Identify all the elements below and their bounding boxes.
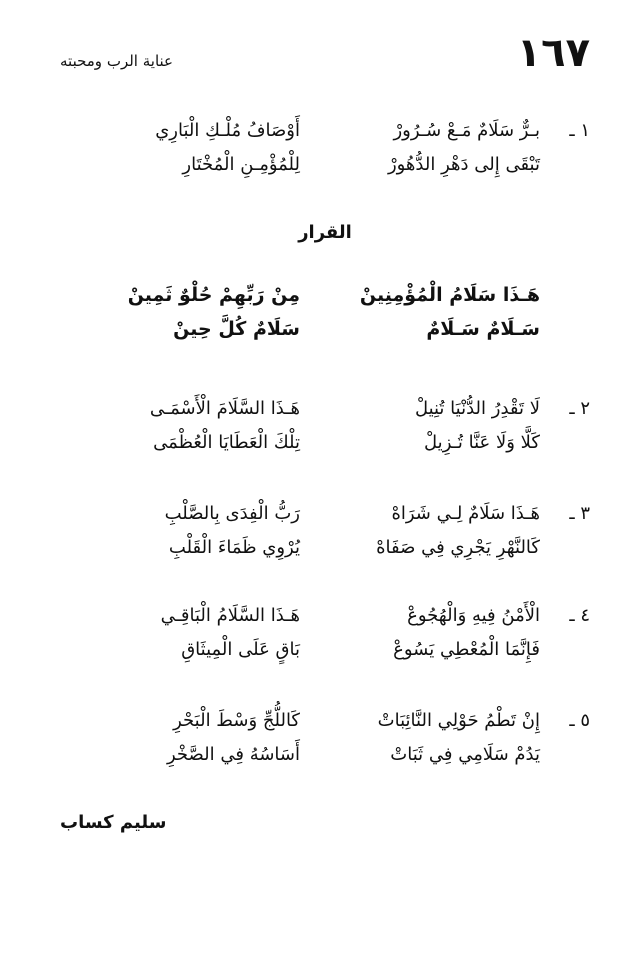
second-hemistich: تِلْكَ الْعَطَايَا الْعُظْمَى: [153, 432, 300, 453]
first-hemistich: كَالنَّهْرِ يَجْرِي فِي صَفَاهْ: [376, 537, 540, 558]
stanza-number: ١ ـ: [569, 120, 590, 141]
refrain-title: القرار: [298, 222, 352, 243]
stanza-line: [60, 605, 590, 639]
stanza-number: ٣ ـ: [569, 503, 590, 524]
stanza-line: [60, 537, 590, 571]
stanza-line: [60, 432, 590, 466]
stanza-line: [60, 120, 590, 154]
author-name: سليم كساب: [60, 812, 167, 833]
first-hemistich: الْأَمْنُ فِيهِ وَالْهُجُوعْ: [407, 605, 540, 626]
first-hemistich: يَدُمْ سَلَامِي فِي ثَبَاتْ: [390, 744, 540, 765]
first-hemistich: هَـذَا سَلَامٌ لِـي شَرَاهْ: [391, 503, 540, 524]
second-hemistich: يُرْوِي ظَمَاءَ الْقَلْبِ: [168, 537, 300, 558]
stanza-number: ٥ ـ: [569, 710, 590, 731]
second-hemistich: أَوْصَافُ مُلْـكِ الْبَارِي: [155, 120, 300, 141]
stanza-line: [60, 503, 590, 537]
refrain-line: [60, 318, 590, 352]
second-hemistich: مِنْ رَبِّهِمْ حُلْوٌ ثَمِينْ: [127, 284, 300, 306]
page-header: [60, 30, 590, 80]
second-hemistich: هَـذَا السَّلَامَ الْأَسْمَـى: [149, 398, 300, 419]
running-title: عناية الرب ومحبته: [60, 52, 173, 70]
stanza-number: ٢ ـ: [569, 398, 590, 419]
stanza-2: [60, 398, 590, 466]
first-hemistich: هَـذَا سَلَامُ الْمُؤْمِنِينْ: [359, 284, 540, 306]
second-hemistich: رَبُّ الْفِدَى بِالصَّلْبِ: [164, 503, 300, 524]
stanza-3: [60, 503, 590, 571]
stanza-number: ٤ ـ: [569, 605, 590, 626]
stanza-line: [60, 154, 590, 188]
stanza-line: [60, 639, 590, 673]
first-hemistich: بـرٌّ سَلَامٌ مَـعْ سُـرُورْ: [393, 120, 540, 141]
first-hemistich: إِنْ تَطْمُ حَوْلِي النَّائِبَاتْ: [377, 710, 540, 731]
first-hemistich: تَبْقَى إِلى دَهْرِ الدُّهُورْ: [387, 154, 540, 175]
page-number: ١٦٧: [516, 30, 590, 76]
second-hemistich: كَاللُّجِّ وَسْطَ الْبَحْرِ: [173, 710, 300, 731]
second-hemistich: أَسَاسُهُ فِي الصَّخْرِ: [167, 744, 300, 765]
first-hemistich: لَا تَقْدِرُ الدُّنْيَا تُنِيلْ: [414, 398, 540, 419]
stanza-4: [60, 605, 590, 673]
second-hemistich: سَلَامٌ كُلَّ حِينْ: [173, 318, 300, 340]
stanza-line: [60, 398, 590, 432]
refrain-line: [60, 284, 590, 318]
refrain: [60, 284, 590, 352]
second-hemistich: لِلْمُؤْمِـنِ الْمُخْتَارِ: [182, 154, 300, 175]
second-hemistich: بَاقٍ عَلَى الْمِيثَاقِ: [181, 639, 300, 660]
first-hemistich: سَـلَامٌ سَـلَامٌ: [426, 318, 540, 340]
stanza-1: [60, 120, 590, 188]
stanza-line: [60, 710, 590, 744]
first-hemistich: كَلَّا وَلَا عَنَّا تُـزِيلْ: [424, 432, 540, 453]
first-hemistich: فَإِنَّمَا الْمُعْطِي يَسُوعْ: [393, 639, 540, 660]
stanza-5: [60, 710, 590, 778]
stanza-line: [60, 744, 590, 778]
second-hemistich: هَـذَا السَّلَامُ الْبَاقِـي: [160, 605, 300, 626]
